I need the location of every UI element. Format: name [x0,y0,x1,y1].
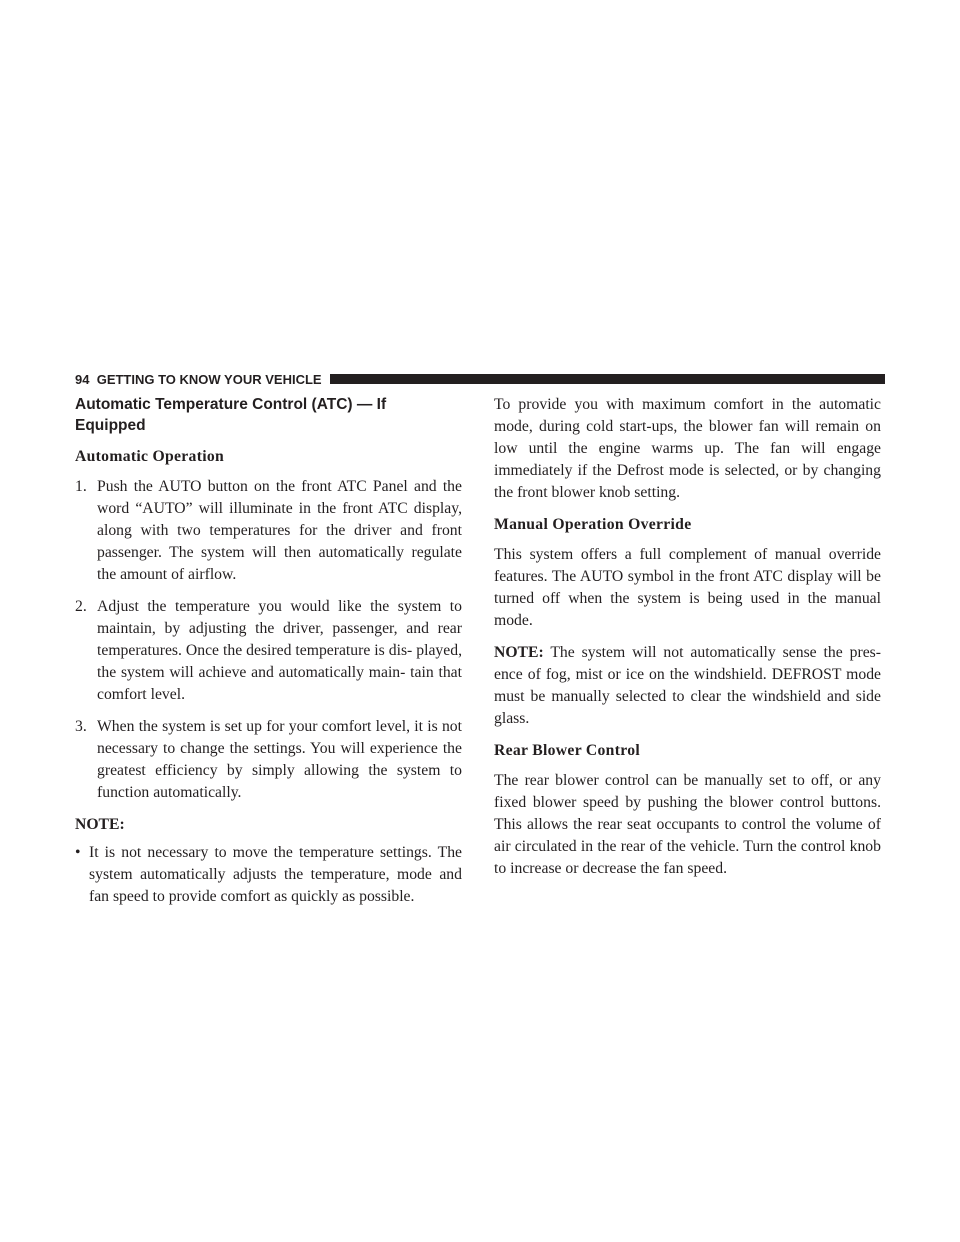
defrost-note [494,642,881,730]
page-header [75,370,885,388]
rear-blower-paragraph: The rear blower control can be manually set to off, or any fixed blower speed by pushing the blower control buttons. This allows the rear seat occupants to control the volume of air circulated in the rear of the vehicle. Turn the control knob to increase or decrease the fan speed. [494,772,881,877]
right-column [494,394,881,890]
step-number: 2. [75,598,87,615]
header-rule [330,374,885,384]
note-label: NOTE: [494,644,544,661]
note-text: The system will not automatically sense the pres- ence of fog, mist or ice on the windshield. DEFROST mode must be manually selected to clear the windshield and side glass. [494,644,881,727]
step-item [75,716,462,804]
step-number: 3. [75,718,87,735]
page-header-text [75,372,330,387]
step-item [75,596,462,706]
step-number: 1. [75,478,87,495]
step-item [75,476,462,586]
manual-override-paragraph: This system offers a full complement of manual override features. The AUTO symbol in the front ATC display will be turned off when the system is being used in the manual mode. [494,546,881,629]
step-text: Adjust the temperature you would like the system to maintain, by adjusting the driver, passenger, and rear temperatures. Once the desired temperature is dis- played, the system will achieve and automatically main- tain that comfort level. [97,598,462,703]
rear-blower-heading: Rear Blower Control [494,742,640,759]
page-number: 94 [75,371,90,387]
step-text: When the system is set up for your comfort level, it is not necessary to change the settings. You will experience the greatest efficiency by simply allowing the system to function automatically. [97,718,462,801]
bullet-item [75,842,462,908]
bullet-text: It is not necessary to move the temperature settings. The system automatically adjusts the temperature, mode and fan speed to provide comfort as quickly as possible. [89,844,462,905]
note-bullets [75,842,462,908]
atc-title-line1: Automatic Temperature Control (ATC) — If [75,396,387,413]
section-title: GETTING TO KNOW YOUR VEHICLE [96,371,322,387]
bullet-icon: • [75,844,81,861]
automatic-operation-heading: Automatic Operation [75,448,225,465]
intro-paragraph: To provide you with maximum comfort in the automatic mode, during cold start-ups, the blower fan will remain on low until the engine warms up. The fan will engage immediately if the Defrost mode is selected, or by changing the front blower knob setting. [494,396,881,501]
manual-override-heading: Manual Operation Override [494,516,692,533]
left-column [75,394,462,908]
step-text: Push the AUTO button on the front ATC Panel and the word “AUTO” will illuminate in the front ATC display, along with two temperatures for the driver and front passenger. The system will then automatically regulate the amount of airflow. [97,478,462,583]
atc-title-line2: Equipped [75,417,146,434]
steps-list [75,476,462,804]
note-heading: NOTE: [75,816,125,833]
atc-title [75,394,462,436]
